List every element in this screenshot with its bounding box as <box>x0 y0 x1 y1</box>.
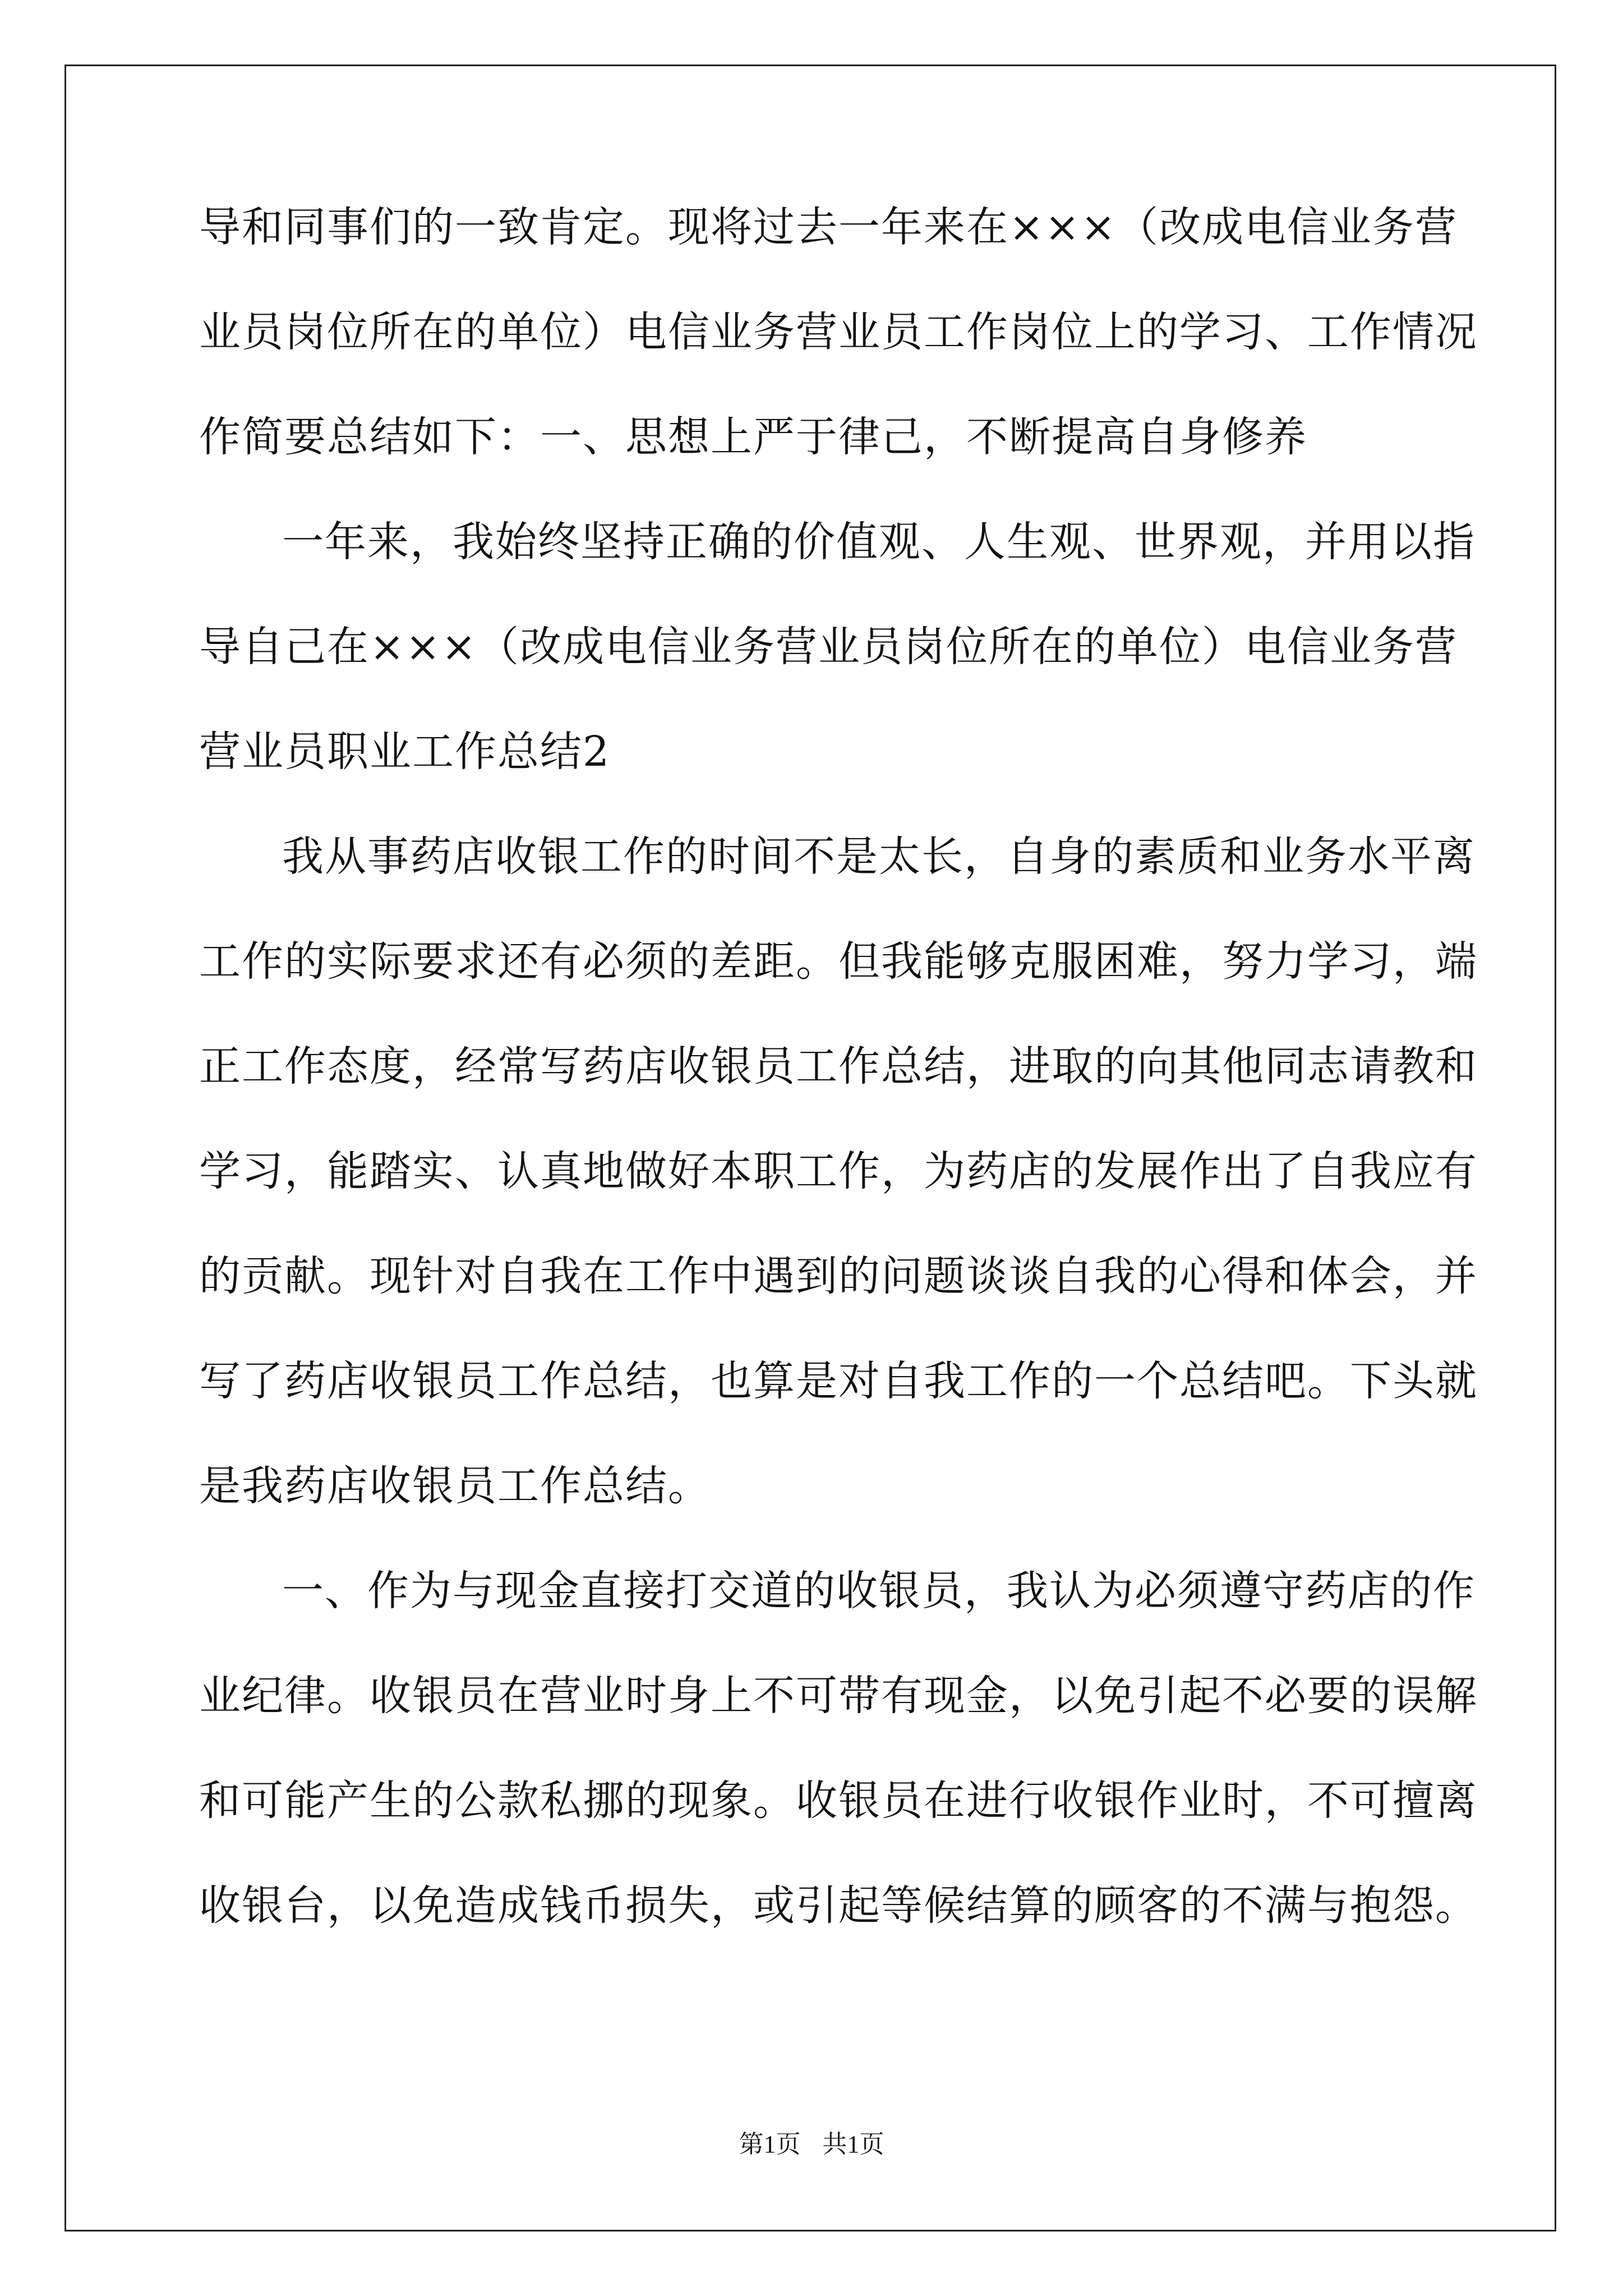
text-line: 正工作态度，经常写药店收银员工作总结，进取的向其他同志请教和 <box>199 1042 1478 1091</box>
text-line: 写了药店收银员工作总结，也算是对自我工作的一个总结吧。下头就 <box>199 1357 1478 1405</box>
text-line: 一年来，我始终坚持正确的价值观、人生观、世界观，并用以指 <box>282 518 1476 566</box>
text-line: 导自己在×××（改成电信业务营业员岗位所在的单位）电信业务营 <box>199 623 1458 671</box>
text-line: 一、作为与现金直接打交道的收银员，我认为必须遵守药店的作 <box>282 1567 1476 1615</box>
text-line: 收银台，以免造成钱币损失，或引起等候结算的顾客的不满与抱怨。 <box>199 1881 1478 1930</box>
text-line: 是我药店收银员工作总结。 <box>199 1462 711 1510</box>
section-heading: 营业员职业工作总结2 <box>199 728 611 776</box>
page-total: 共1页 <box>822 2131 884 2158</box>
text-line: 和可能产生的公款私挪的现象。收银员在进行收银作业时，不可擅离 <box>199 1777 1478 1825</box>
text-line: 学习，能踏实、认真地做好本职工作，为药店的发展作出了自我应有 <box>199 1147 1478 1195</box>
text-line: 的贡献。现针对自我在工作中遇到的问题谈谈自我的心得和体会，并 <box>199 1252 1478 1300</box>
text-line: 工作的实际要求还有必须的差距。但我能够克服困难，努力学习，端 <box>199 937 1478 986</box>
text-line: 业纪律。收银员在营业时身上不可带有现金，以免引起不必要的误解 <box>199 1672 1478 1720</box>
text-line: 我从事药店收银工作的时间不是太长，自身的素质和业务水平离 <box>282 832 1476 881</box>
text-line: 导和同事们的一致肯定。现将过去一年来在×××（改成电信业务营 <box>199 203 1458 251</box>
text-line: 业员岗位所在的单位）电信业务营业员工作岗位上的学习、工作情况 <box>199 308 1478 356</box>
page-number: 第1页 <box>739 2131 801 2158</box>
text-line: 作简要总结如下：一、思想上严于律己，不断提高自身修养 <box>199 413 1307 461</box>
page-footer <box>0 2129 1623 2160</box>
